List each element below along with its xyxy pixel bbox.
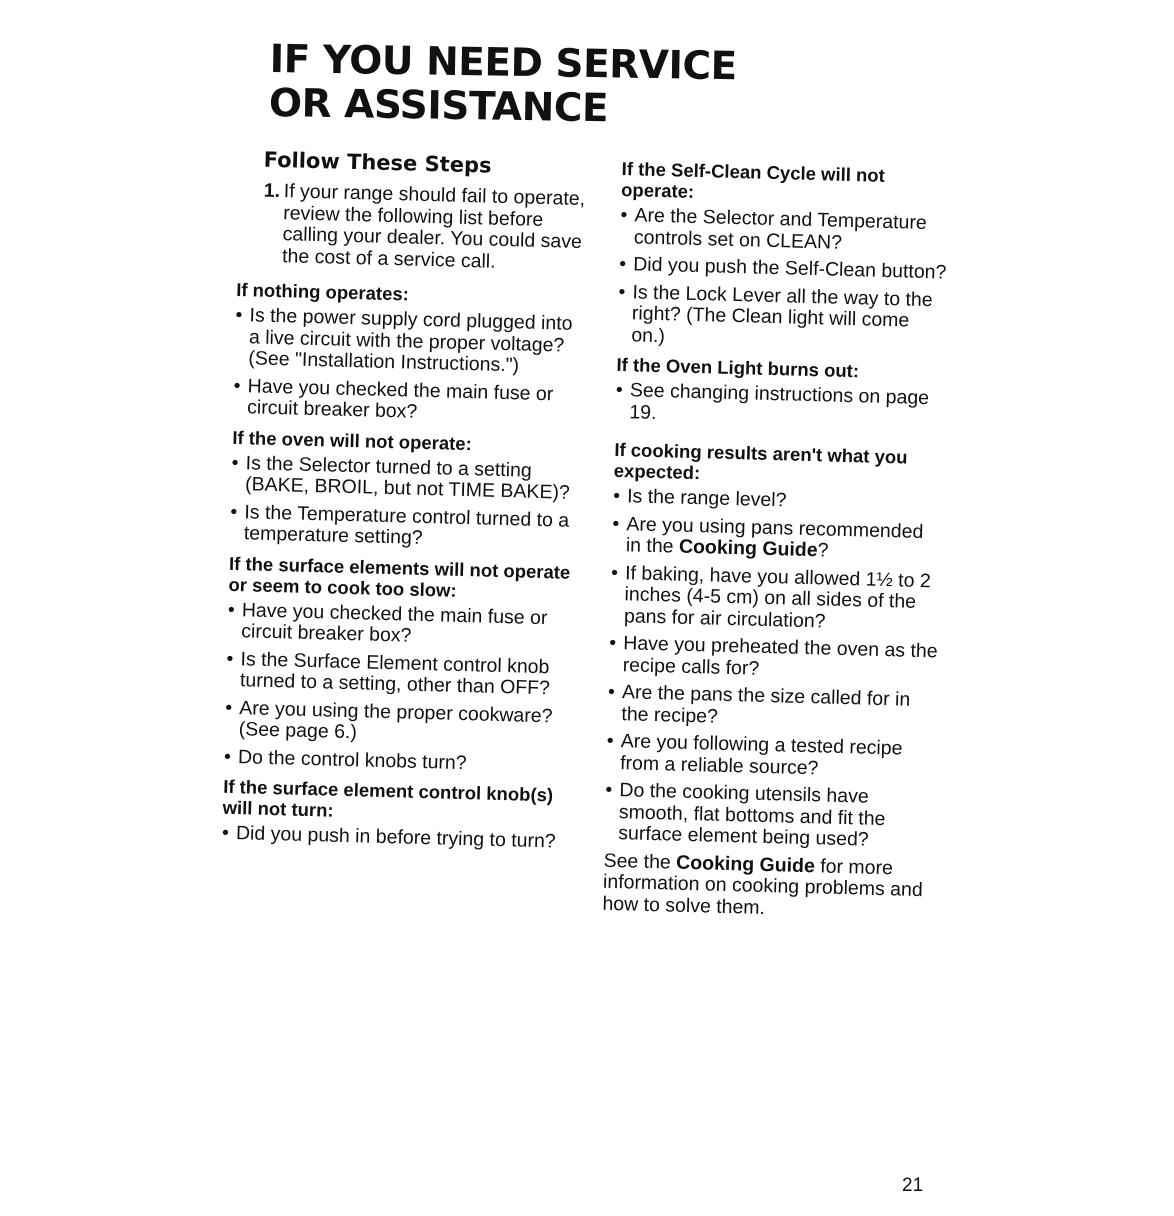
list-item: • Do the control knobs turn? — [224, 746, 574, 777]
list-item: • Is the power supply cord plugged into a live circuit with the proper voltage? (See "Installation Instructions.") — [234, 305, 586, 379]
troubleshoot-group-control-knobs — [222, 776, 574, 854]
list-item: • Do the cooking utensils have smooth, flat bottoms and fit the surface element being used? — [604, 780, 936, 853]
troubleshoot-group-cooking-results — [602, 439, 944, 923]
page-title — [269, 38, 790, 134]
left-column — [222, 146, 590, 861]
troubleshoot-group-self-clean — [617, 158, 952, 355]
list-item: • Are you using the proper cookware? (See page 6.) — [224, 697, 575, 749]
step-text: If your range should fail to operate, review the following list before calling your dealer. You could save the cost of a service call. — [281, 180, 586, 273]
right-column — [602, 158, 952, 931]
list-item: • Is the range level? — [613, 486, 943, 516]
list-item: • Are the pans the size called for in the recipe? — [607, 682, 938, 734]
page-title-line-1: IF YOU NEED SERVICE — [269, 37, 738, 90]
troubleshoot-group-oven-not-operate — [230, 426, 583, 553]
list-item: • Did you push the Self-Clean button? — [619, 254, 949, 284]
list-item — [612, 513, 943, 565]
troubleshoot-group-surface-elements — [224, 552, 580, 777]
list-item: • If baking, have you allowed 1½ to 2 inches (4-5 cm) on all sides of the pans for air circulation? — [610, 562, 942, 635]
cooking-guide-reference: Cooking Guide — [675, 851, 816, 877]
list-item: • Are the Selector and Temperature controls set on CLEAN? — [620, 205, 951, 257]
group-heading: If the surface element control knob(s) will not turn: — [222, 775, 554, 821]
group-heading: If cooking results aren't what you expected: — [613, 438, 908, 484]
list-item-text: ? — [817, 539, 829, 562]
list-item: • Are you following a tested recipe from a reliable source? — [606, 731, 937, 783]
page-title-line-2: OR ASSISTANCE — [268, 80, 609, 132]
group-heading: If nothing operates: — [235, 278, 410, 305]
section-title: Follow These Steps — [263, 147, 492, 178]
list-item: • Is the Lock Lever all the way to the right? (The Clean light will come on.) — [617, 281, 949, 354]
group-heading: If the oven will not operate: — [232, 426, 473, 454]
group-heading: If the Self-Clean Cycle will not operate: — [620, 158, 886, 202]
list-item: • Have you checked the main fuse or circuit breaker box? — [227, 599, 578, 651]
page-number: 21 — [902, 1175, 924, 1196]
list-item-text: Are you using pans recommended in the — [625, 512, 924, 558]
list-item: • Did you push in before trying to turn? — [222, 823, 572, 854]
list-item: • Have you preheated the oven as the recipe calls for? — [608, 633, 939, 685]
list-item: • Is the Selector turned to a setting (BAKE, BROIL, but not TIME BAKE)? — [231, 452, 582, 504]
step-number: 1. — [263, 179, 281, 203]
troubleshoot-group-nothing-operates — [233, 279, 587, 428]
list-item: • See changing instructions on page 19. — [615, 380, 946, 432]
list-item: • Is the Surface Element control knob turned to a setting, other than OFF? — [226, 648, 577, 700]
group-heading: If the Oven Light burns out: — [616, 353, 860, 382]
step-1 — [237, 180, 589, 275]
note-text: See the — [603, 849, 677, 874]
list-item: • Is the Temperature control turned to a temperature setting? — [230, 501, 581, 553]
note-text: for more information on cooking problems and how to solve them. — [602, 854, 924, 919]
group-heading: If the surface elements will not operate or seem to cook too slow: — [228, 552, 571, 601]
troubleshoot-group-oven-light — [615, 354, 947, 432]
list-item: • Have you checked the main fuse or circuit breaker box? — [233, 375, 584, 427]
cooking-guide-note — [602, 850, 934, 923]
cooking-guide-reference: Cooking Guide — [678, 535, 818, 562]
